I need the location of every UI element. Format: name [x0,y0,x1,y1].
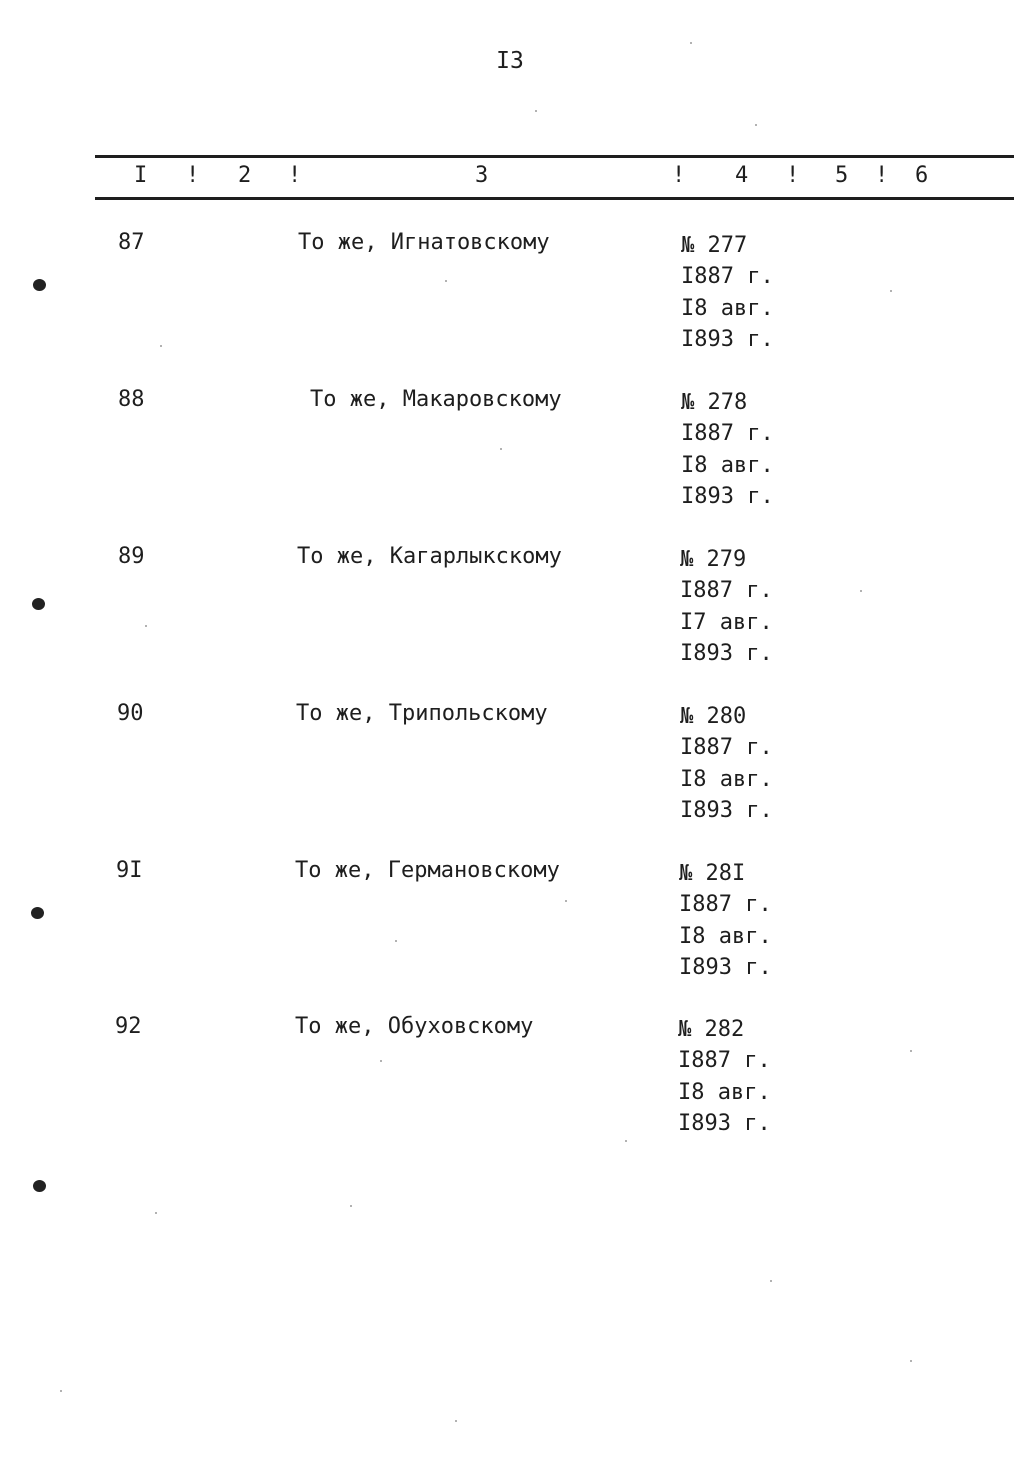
document-date: I8 авг. [681,295,774,321]
row-description: То же, Игнатовскому [298,230,550,255]
scan-speck [380,1060,382,1062]
scan-speck [910,1360,912,1362]
scan-speck [535,110,537,112]
column-header-1: I [134,163,148,188]
punch-hole [33,279,46,291]
table-header-bottom-rule [95,197,1014,200]
document-number: № 282 [678,1017,745,1042]
column-header-2: 2 [238,163,252,188]
document-number: № 277 [681,233,748,258]
column-separator: ! [288,163,302,188]
row-number: 90 [117,701,144,726]
scan-speck [500,448,502,450]
row-number: 88 [118,387,145,412]
row-description: То же, Обуховскому [295,1014,534,1039]
row-document-details [680,701,773,826]
scan-speck [160,345,162,347]
document-year-end: I893 г. [678,1110,771,1136]
row-document-details [681,230,774,355]
scan-speck [350,1205,352,1207]
scan-speck [770,1280,772,1282]
scan-speck [60,1390,62,1392]
scan-speck [565,900,567,902]
document-date: I8 авг. [680,766,773,792]
column-header-4: 4 [735,163,749,188]
page-number: I3 [496,48,524,74]
scan-speck [755,124,757,126]
row-document-details [680,544,773,669]
column-header-3: 3 [475,163,489,188]
scan-speck [690,42,692,44]
document-date: I8 авг. [679,923,772,949]
table-row [0,387,1024,527]
scan-speck [910,1050,912,1052]
table-row [0,544,1024,684]
document-year-end: I893 г. [680,797,773,823]
document-year: I887 г. [679,892,772,918]
row-description: То же, Германовскому [295,858,560,883]
document-number: № 278 [681,390,748,415]
scan-speck [860,590,862,592]
document-year-end: I893 г. [679,954,772,980]
row-document-details [679,858,772,983]
row-number: 9I [116,858,143,883]
document-number: № 280 [680,704,747,729]
scan-speck [625,1140,627,1142]
scan-speck [145,625,147,627]
column-separator: ! [672,163,686,188]
punch-hole [32,598,45,610]
scan-speck [395,940,397,942]
row-number: 89 [118,544,145,569]
document-year-end: I893 г. [680,640,773,666]
table-row [0,701,1024,841]
document-year: I887 г. [681,421,774,447]
scan-speck [455,1420,457,1422]
document-date: I7 авг. [680,609,773,635]
scan-speck [445,280,447,282]
scan-speck [890,290,892,292]
document-date: I8 авг. [678,1079,771,1105]
row-document-details [678,1014,771,1139]
row-description: То же, Трипольскому [296,701,548,726]
column-header-6: 6 [915,163,929,188]
document-number: № 28I [679,861,746,886]
punch-hole [33,1180,46,1192]
table-row [0,1014,1024,1154]
document-year: I887 г. [681,264,774,290]
document-year-end: I893 г. [681,326,774,352]
document-date: I8 авг. [681,452,774,478]
column-separator: ! [875,163,889,188]
row-number: 92 [115,1014,142,1039]
table-header-top-rule [95,155,1014,158]
column-separator: ! [186,163,200,188]
punch-hole [31,907,44,919]
document-year: I887 г. [678,1048,771,1074]
document-number: № 279 [680,547,747,572]
table-row [0,858,1024,998]
table-row [0,230,1024,370]
document-year-end: I893 г. [681,483,774,509]
document-year: I887 г. [680,735,773,761]
scan-speck [155,1212,157,1214]
row-description: То же, Кагарлыкскому [297,544,562,569]
row-description: То же, Макаровскому [310,387,562,412]
column-separator: ! [786,163,800,188]
column-header-5: 5 [835,163,849,188]
row-number: 87 [118,230,145,255]
document-year: I887 г. [680,578,773,604]
row-document-details [681,387,774,512]
